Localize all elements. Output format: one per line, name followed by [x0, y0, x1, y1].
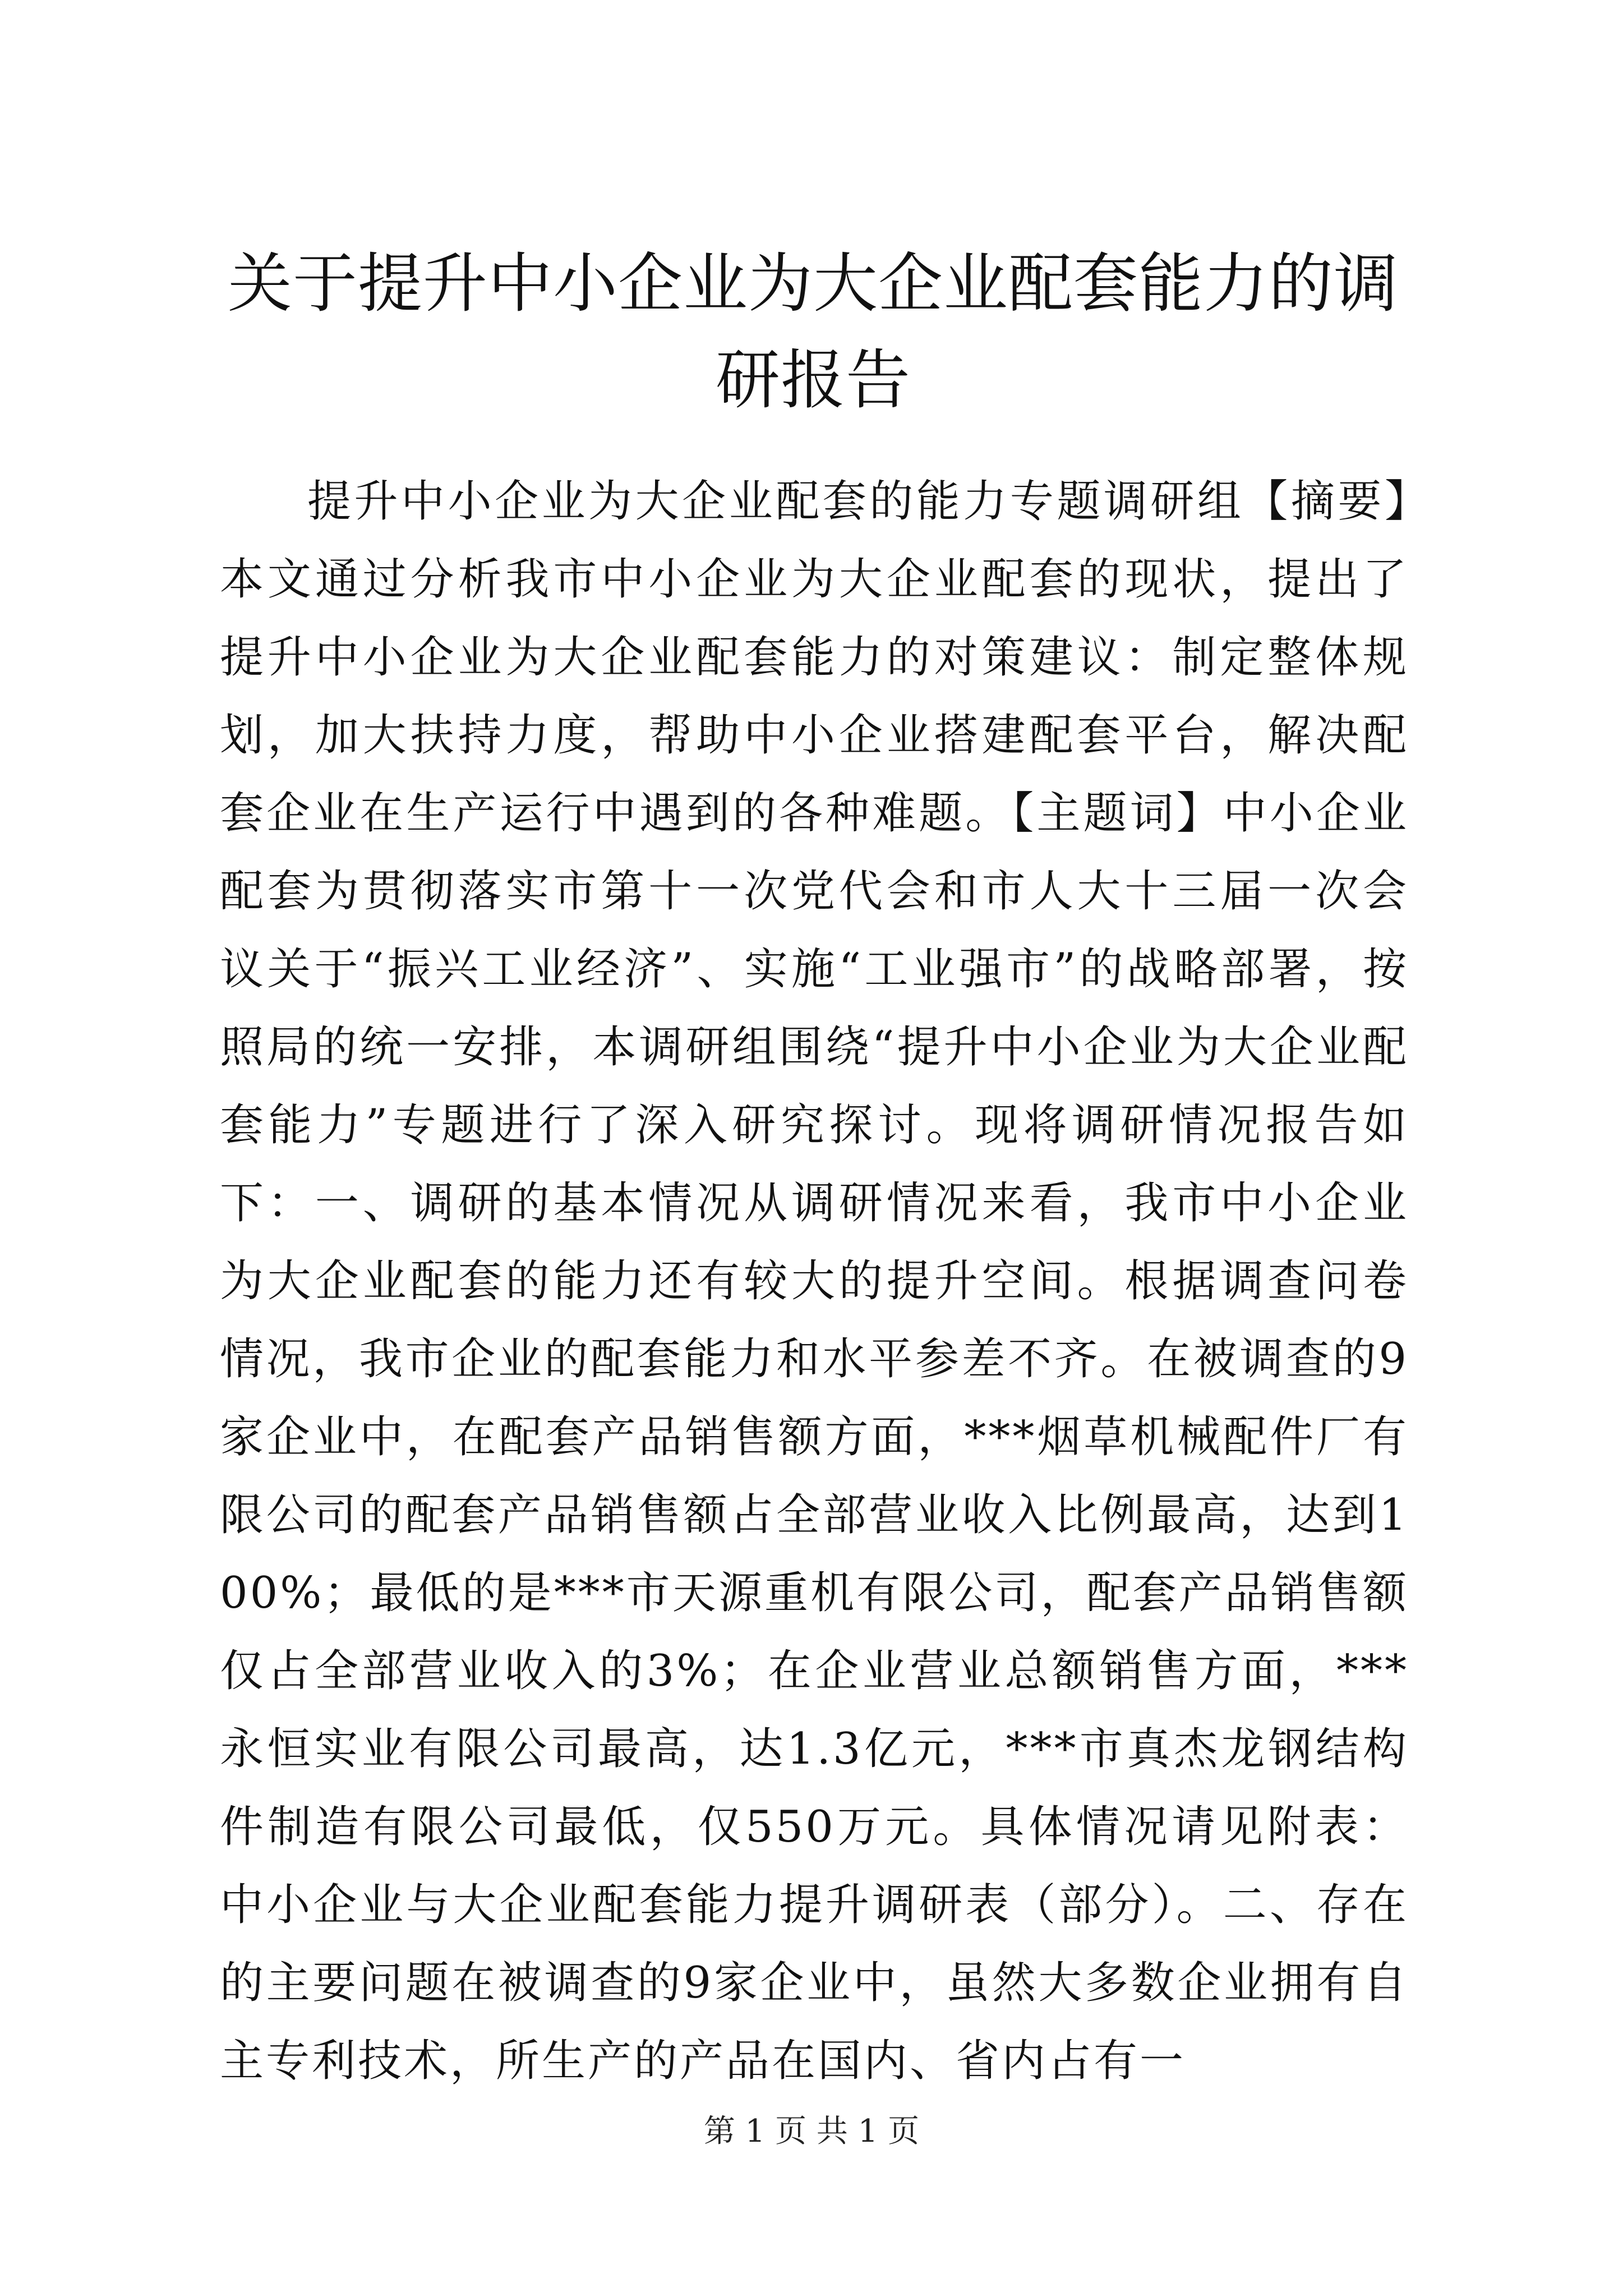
document-body-paragraph: 提升中小企业为大企业配套的能力专题调研组【摘要】本文通过分析我市中小企业为大企业配套的现状，提出了提升中小企业为大企业配套能力的对策建议：制定整体规划，加大扶持力度，帮助中小企业搭建配套平台，解决配套企业在生产运行中遇到的各种难题。【主题词】中小企业配套为贯彻落实市第十一次党代会和市人大十三届一次会议关于“振兴工业经济”、实施“工业强市”的战略部署，按照局的统一安排，本调研组围绕“提升中小企业为大企业配套能力”专题进行了深入研究探讨。现将调研情况报告如下：一、调研的基本情况从调研情况来看，我市中小企业为大企业配套的能力还有较大的提升空间。根据调查问卷情况，我市企业的配套能力和水平参差不齐。在被调查的9家企业中，在配套产品销售额方面，***烟草机械配件厂有限公司的配套产品销售额占全部营业收入比例最高，达到100%；最低的是***市天源重机有限公司，配套产品销售额仅占全部营业收入的3%；在企业营业总额销售方面，***永恒实业有限公司最高，达1.3亿元，***市真杰龙钢结构件制造有限公司最低，仅550万元。具体情况请见附表：中小企业与大企业配套能力提升调研表（部分）。二、存在的主要问题在被调查的9家企业中，虽然大多数企业拥有自主专利技术，所生产的产品在国内、省内占有一: [220, 476, 1409, 2086]
document-title: 关于提升中小企业为大企业配套能力的调研报告: [227, 246, 1399, 418]
page-number-footer: 第 1 页 共 1 页: [703, 2113, 920, 2150]
